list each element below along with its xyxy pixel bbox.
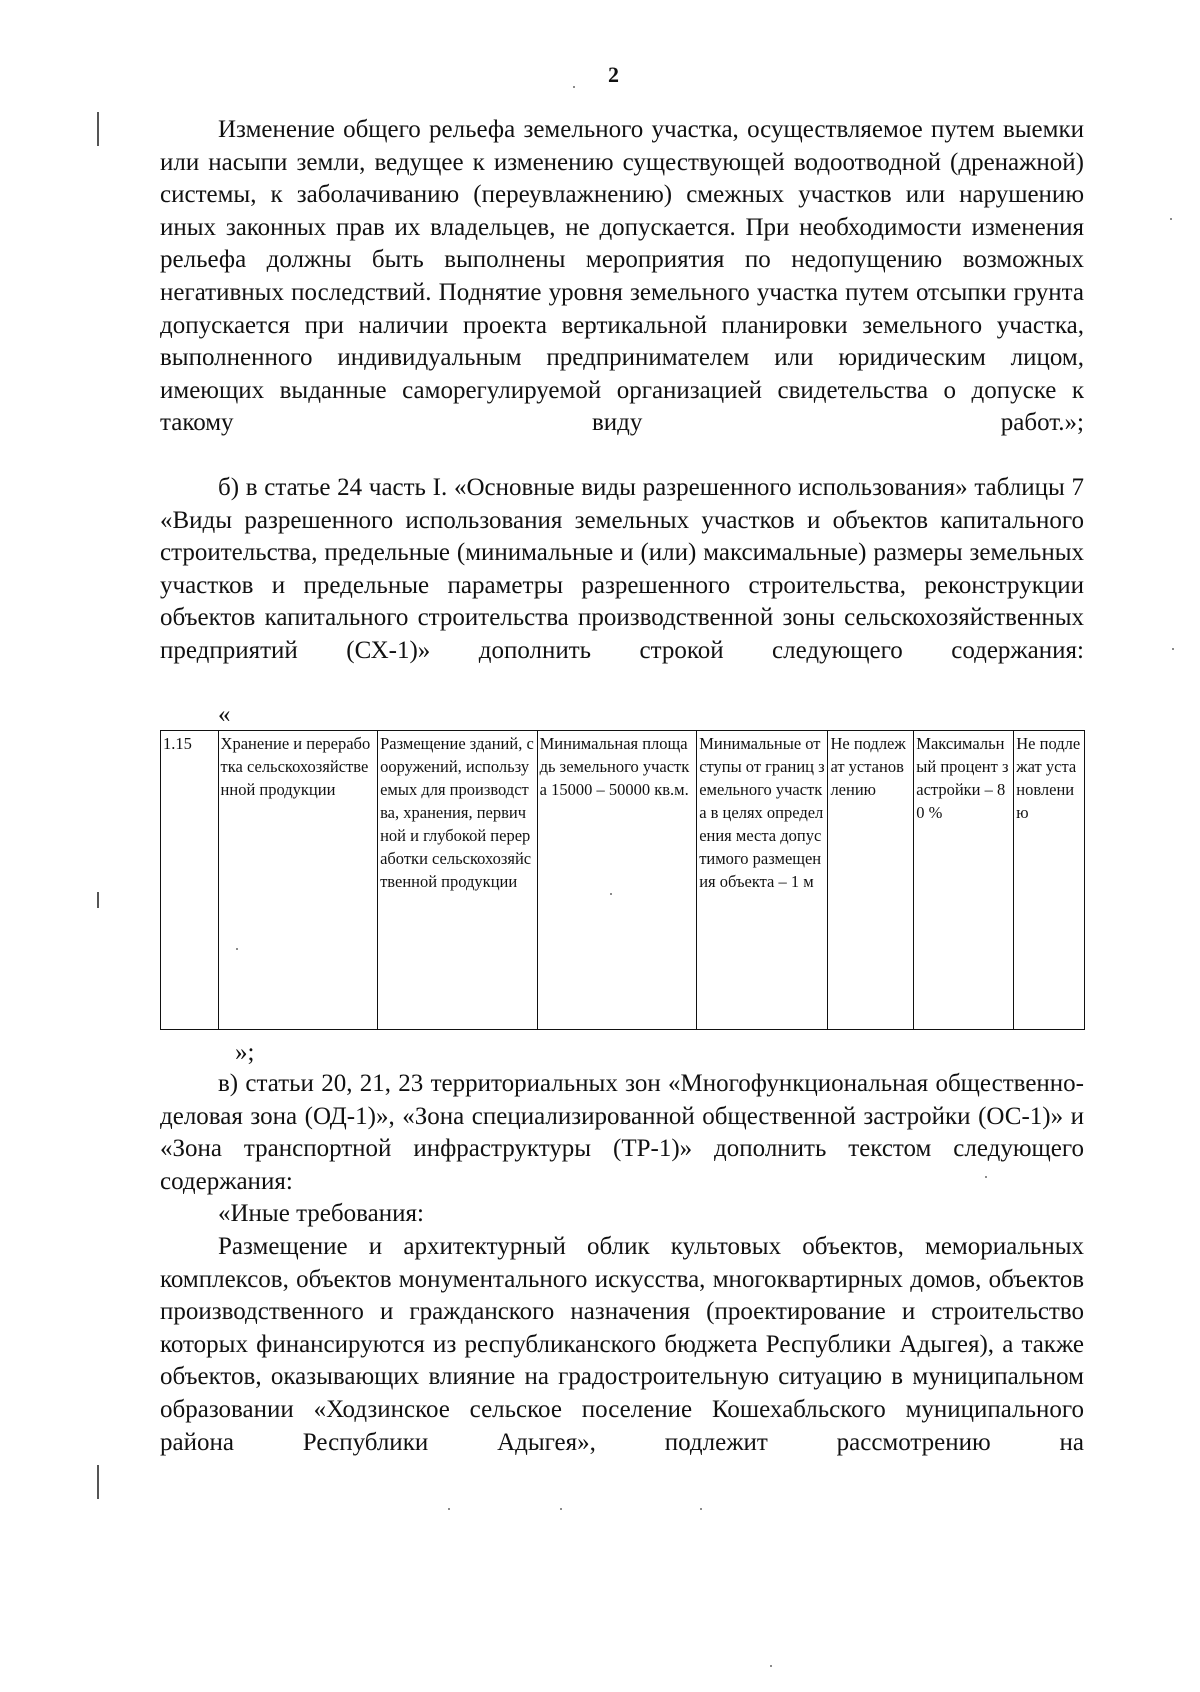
scan-mark <box>97 1465 99 1499</box>
table-cell-number: 1.15 <box>161 731 219 1030</box>
scan-mark <box>97 892 99 908</box>
paragraph-placement: Размещение и архитектурный облик культовых объектов, мемориальных комплексов, объектов монументального искусства, многоквартирных домов, объектов производственного и гражданского назначения (проектирование и строительство которых финансируются из республиканского бюджета Республики Адыгея), а также объектов, оказывающих влияние на градостроительную ситуацию в муниципальном образовании «Ходзинское сельское поселение Кошехабльского муниципального района Республики Адыгея», подлежит рассмотрению на <box>160 1233 1084 1456</box>
scan-mark <box>97 112 99 146</box>
paragraph-other-requirements: «Иные требования: <box>218 1200 424 1227</box>
paragraph-articles-20-21-23: в) статьи 20, 21, 23 территориальных зон «Многофункциональная общественно-деловая зона (ОД-1)», «Зона специализированной общественной застройки (ОС-1)» и «Зона транспортной инфраструктуры (ТР-1)» дополнить текстом следующего содержания: <box>160 1070 1084 1195</box>
scan-dot <box>448 1508 450 1510</box>
paragraph-relief: Изменение общего рельефа земельного участка, осуществляемое путем выемки или насыпи земли, ведущее к изменению существующей водоотводной (дренажной) системы, к заболачиванию (переувлажнению) смежных участков или нарушению иных законных прав их владельцев, не допускается. При необходимости изменения рельефа должны быть выполнены мероприятия по недопущению возможных негативных последствий. Поднятие уровня земельного участка путем отсыпки грунта допускается при наличии проекта вертикальной планировки земельного участка, выполненного индивидуальным предпринимателем или юридическим лицом, имеющих выданные саморегулируемой организацией свидетельства о допуске к такому виду работ.»; <box>160 116 1084 437</box>
scan-dot <box>610 893 612 895</box>
table-cell-max-coverage: Максимальный процент застройки – 80 % <box>914 731 1014 1030</box>
paragraph-article-24: б) в статье 24 часть I. «Основные виды разрешенного использования» таблицы 7 «Виды разрешенного использования земельных участков и объектов капитального строительства, предельные (минимальные и (или) максимальные) размеры земельных участков и предельные параметры разрешенного строительства, реконструкции объектов капитального строительства производственной зоны сельскохозяйственных предприятий (СХ-1)» дополнить строкой следующего содержания: <box>160 474 1084 664</box>
table-cell-min-setbacks: Минимальные отступы от границ земельного участка в целях определения места допустимого размещения объекта – 1 м <box>697 731 828 1030</box>
table-cell-floors: Не подлежат установлению <box>828 731 914 1030</box>
table-row <box>161 731 1085 1030</box>
scan-dot <box>700 1508 702 1510</box>
table-cell-use-type: Хранение и переработка сельскохозяйственной продукции <box>218 731 378 1030</box>
page-number: 2 <box>608 62 619 87</box>
scan-dot <box>560 1508 562 1510</box>
scan-dot <box>236 948 238 950</box>
scan-dot <box>770 1665 772 1667</box>
table-cell-description: Размещение зданий, сооружений, используемых для производства, хранения, первичной и глубокой переработки сельскохозяйственной продукции <box>378 731 538 1030</box>
table-open-quote: « <box>218 701 231 728</box>
table-cell-height: Не подлежат установлению <box>1014 731 1085 1030</box>
scan-dot <box>1172 648 1174 650</box>
zoning-table <box>160 730 1085 1030</box>
scan-dot <box>1170 218 1172 220</box>
table-cell-min-area: Минимальная площадь земельного участка 15000 – 50000 кв.м. <box>537 731 697 1030</box>
scan-dot <box>573 86 575 88</box>
table-close-quote: »; <box>235 1039 255 1066</box>
scan-dot <box>985 1176 987 1178</box>
